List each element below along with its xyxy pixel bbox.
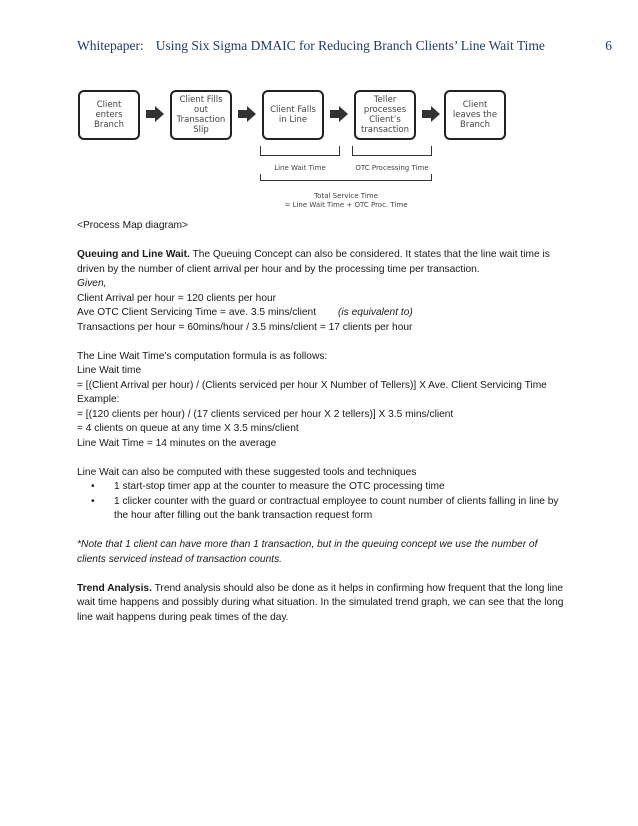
arrival-line: Client Arrival per hour = 120 clients per hour: [77, 292, 277, 304]
trend-paragraph: [77, 582, 567, 626]
running-title: [77, 38, 545, 54]
tools-list: [77, 480, 567, 524]
servicing-text: Ave OTC Client Servicing Time = ave. 3.5 mins/client: [77, 307, 317, 318]
arrow-right-icon: [146, 106, 164, 122]
otc-bracket: [352, 146, 432, 156]
arrow-right-icon: [238, 106, 256, 122]
step-falls-in-line: Client Falls in Line: [262, 90, 324, 140]
arrow-right-icon: [330, 106, 348, 122]
otc-label: OTC Processing Time: [355, 164, 429, 172]
bullet-icon: •: [91, 481, 95, 492]
formula-label: Line Wait time: [77, 365, 142, 376]
bullet-icon: •: [91, 495, 95, 507]
tools-intro: Line Wait can also be computed with these suggested tools and techniques: [77, 466, 417, 478]
process-map-diagram: [78, 88, 498, 218]
formula-expression: = [(Client Arrival per hour) / (Clients serviced per hour X Number of Tellers)] X Ave. Client Servicing Time: [77, 379, 547, 391]
queuing-heading: Queuing and Line Wait.: [77, 249, 190, 260]
list-item-text: 1 clicker counter with the guard or contractual employee to count number of clients falling in line by the hour after filling out the bank transaction request form: [114, 495, 559, 521]
step-fills-slip: Client Fills out Transaction Slip: [170, 90, 232, 140]
page-header: [77, 38, 612, 58]
queuing-intro: The Queuing Concept can also be considered. It states that the line wait time is driven by the number of client arrival per hour and by the processing time per transaction.: [77, 249, 550, 275]
total-service-formula: = Line Wait Time + OTC Proc. Time: [284, 201, 408, 209]
step-client-leaves: Client leaves the Branch: [444, 90, 506, 140]
diagram-caption: <Process Map diagram>: [77, 220, 188, 231]
formula-intro: The Line Wait Time’s computation formula is as follows:: [77, 350, 328, 362]
body-content: [77, 219, 567, 625]
arrow-right-icon: [422, 106, 440, 122]
trend-heading: Trend Analysis.: [77, 582, 152, 594]
note-paragraph: *Note that 1 client can have more than 1 transaction, but in the queuing concept we use the number of clients serviced instead of transaction counts.: [77, 539, 538, 565]
total-service-bracket: [260, 174, 432, 181]
list-item: [77, 480, 567, 495]
list-item-text: 1 start-stop timer app at the counter to measure the OTC processing time: [114, 481, 445, 492]
example-calculation: = [(120 clients per hour) / (17 clients serviced per hour X 2 tellers)] X 3.5 mins/client: [77, 408, 454, 420]
transactions-line: Transactions per hour = 60mins/hour / 3.5 mins/client = 17 clients per hour: [77, 321, 413, 333]
document-title: Using Six Sigma DMAIC for Reducing Branch Clients’ Line Wait Time: [155, 38, 545, 53]
equivalent-note: (is equivalent to): [338, 307, 413, 318]
line-wait-label: Line Wait Time: [274, 164, 326, 172]
page-number: 6: [605, 38, 612, 53]
trend-body: Trend analysis should also be done as it helps in confirming how frequent that the long line wait time happens and possibly during what situation. In the simulated trend graph, we can see that the long line wait happens during peak times of the day.: [77, 582, 564, 623]
document-type: Whitepaper:: [77, 38, 144, 53]
step-teller-processes: Teller processes Client’s transaction: [354, 90, 416, 140]
result-line: Line Wait Time = 14 minutes on the average: [77, 437, 277, 449]
servicing-line: [77, 306, 567, 321]
step-client-enters: Client enters Branch: [78, 90, 140, 140]
queuing-paragraph: [77, 248, 567, 277]
queue-calculation: = 4 clients on queue at any time X 3.5 mins/client: [77, 423, 299, 434]
total-service-label: Total Service Time: [314, 192, 378, 200]
given-label: Given,: [77, 278, 107, 289]
example-label: Example:: [77, 394, 120, 405]
list-item: [77, 495, 567, 524]
line-wait-bracket: [260, 146, 340, 156]
